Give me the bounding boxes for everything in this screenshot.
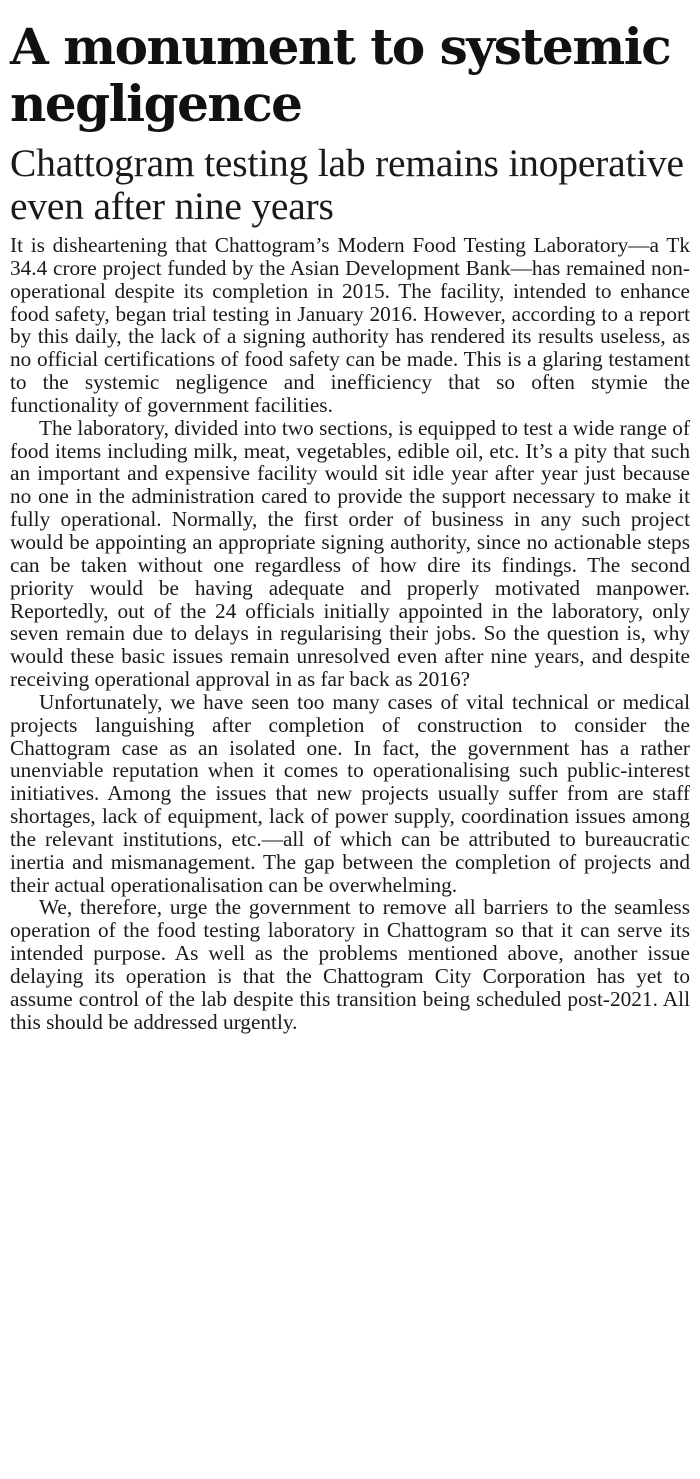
editorial-article bbox=[10, 18, 690, 1034]
paragraph-4: We, therefore, urge the government to remove all barriers to the seamless operation of the food testing laboratory in Chattogram so that it can serve its intended purpose. As well as the problems mentioned above, another issue delaying its operation is that the Chattogram City Corporation has yet to assume control of the lab despite this transition being scheduled post-2021. All this should be addressed urgently. bbox=[10, 895, 690, 1034]
article-body bbox=[10, 234, 690, 1034]
subheadline: Chattogram testing lab remains inoperative even after nine years bbox=[10, 141, 684, 228]
paragraph-3: Unfortunately, we have seen too many cases of vital technical or medical projects languishing after completion of construction to consider the Chattogram case as an isolated one. In fact, the government has a rather unenviable reputation when it comes to operationalising such public-interest initiatives. Among the issues that new projects usually suffer from are staff shortages, lack of equipment, lack of power supply, coordination issues among the relevant institutions, etc.—all of which can be attributed to bureaucratic inertia and mismanagement. The gap between the completion of projects and their actual operationalisation can be overwhelming. bbox=[10, 689, 690, 897]
headline: A monument to systemic negligence bbox=[10, 17, 671, 133]
paragraph-1: It is disheartening that Chattogram’s Modern Food Testing Laboratory—a Tk 34.4 crore project funded by the Asian Development Bank—has remained non-operational despite its completion in 2015. The facility, intended to enhance food safety, began trial testing in January 2016. However, according to a report by this daily, the lack of a signing authority has rendered its results useless, as no official certifications of food safety can be made. This is a glaring testament to the systemic negligence and inefficiency that so often stymie the functionality of government facilities. bbox=[10, 233, 690, 417]
paragraph-2: The laboratory, divided into two sections, is equipped to test a wide range of food items including milk, meat, vegetables, edible oil, etc. It’s a pity that such an important and expensive facility would sit idle year after year just because no one in the administration cared to provide the support necessary to make it fully operational. Normally, the first order of business in any such project would be appointing an appropriate signing authority, since no actionable steps can be taken without one regardless of how dire its findings. The second priority would be having adequate and properly motivated manpower. Reportedly, out of the 24 officials initially appointed in the laboratory, only seven remain due to delays in regularising their jobs. So the question is, why would these basic issues remain unresolved even after nine years, and despite receiving operational approval in as far back as 2016? bbox=[10, 415, 690, 692]
